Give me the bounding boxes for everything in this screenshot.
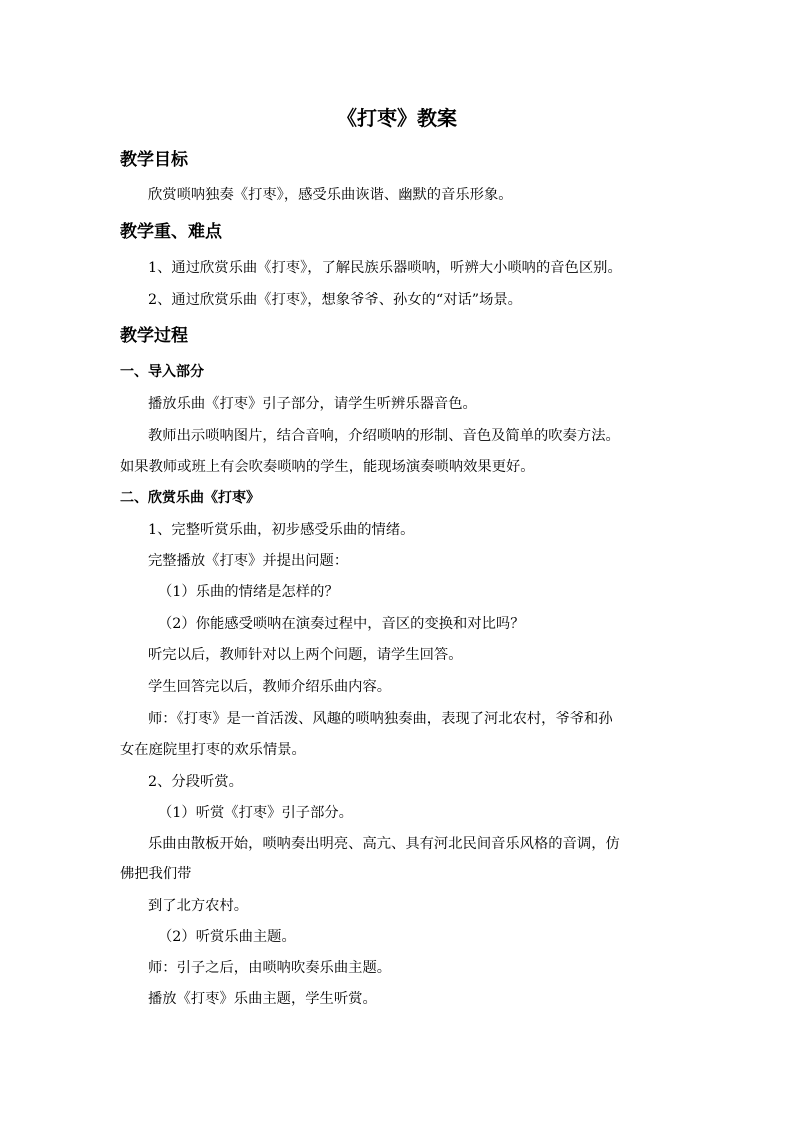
appreciation-line-16: 播放《打枣》乐曲主题，学生听赏。 bbox=[148, 991, 377, 1007]
appreciation-line-6: 学生回答完以后，教师介绍乐曲内容。 bbox=[148, 679, 392, 695]
appreciation-line-8: 女在庭院里打枣的欢乐情景。 bbox=[120, 742, 306, 758]
heading-key-points: 教学重、难点 bbox=[120, 222, 222, 242]
intro-line-2: 教师出示唢呐图片，结合音响，介绍唢呐的形制、音色及简单的吹奏方法。 bbox=[148, 428, 620, 444]
appreciation-line-10: （1）听赏《打枣》引子部分。 bbox=[158, 805, 353, 821]
appreciation-question-1: （1）乐曲的情绪是怎样的？ bbox=[158, 584, 339, 600]
heading-part-intro: 一、导入部分 bbox=[120, 364, 204, 380]
goal-paragraph: 欣赏唢呐独奏《打枣》，感受乐曲诙谐、幽默的音乐形象。 bbox=[148, 187, 513, 203]
heading-teaching-goal: 教学目标 bbox=[120, 150, 188, 170]
key-point-1: 1、通过欣赏乐曲《打枣》，了解民族乐器唢呐，听辨大小唢呐的音色区别。 bbox=[148, 260, 622, 276]
appreciation-line-14: （2）听赏乐曲主题。 bbox=[158, 929, 296, 945]
key-point-2: 2、通过欣赏乐曲《打枣》，想象爷爷、孙女的“对话”场景。 bbox=[148, 292, 522, 308]
appreciation-line-11: 乐曲由散板开始，唢呐奏出明亮、高亢、具有河北民间音乐风格的音调，仿 bbox=[148, 836, 620, 852]
document-title: 《打枣》教案 bbox=[337, 106, 457, 130]
appreciation-question-2: （2）你能感受唢呐在演奏过程中，音区的变换和对比吗？ bbox=[158, 616, 525, 632]
intro-line-1: 播放乐曲《打枣》引子部分，请学生听辨乐器音色。 bbox=[148, 396, 477, 412]
appreciation-line-13: 到了北方农村。 bbox=[148, 898, 249, 914]
appreciation-line-5: 听完以后，教师针对以上两个问题，请学生回答。 bbox=[148, 647, 463, 663]
intro-line-3: 如果教师或班上有会吹奏唢呐的学生，能现场演奏唢呐效果更好。 bbox=[120, 459, 535, 475]
appreciation-line-1: 1、完整听赏乐曲，初步感受乐曲的情绪。 bbox=[148, 522, 415, 538]
appreciation-line-7: 师：《打枣》是一首活泼、风趣的唢呐独奏曲，表现了河北农村，爷爷和孙 bbox=[148, 711, 613, 727]
heading-teaching-process: 教学过程 bbox=[120, 326, 188, 346]
appreciation-line-2: 完整播放《打枣》并提出问题： bbox=[148, 553, 349, 569]
appreciation-line-9: 2、分段听赏。 bbox=[148, 774, 243, 790]
appreciation-line-15: 师：引子之后，由唢呐吹奏乐曲主题。 bbox=[148, 960, 392, 976]
heading-part-appreciation: 二、欣赏乐曲《打枣》 bbox=[120, 490, 260, 506]
appreciation-line-12: 佛把我们带 bbox=[120, 866, 192, 882]
